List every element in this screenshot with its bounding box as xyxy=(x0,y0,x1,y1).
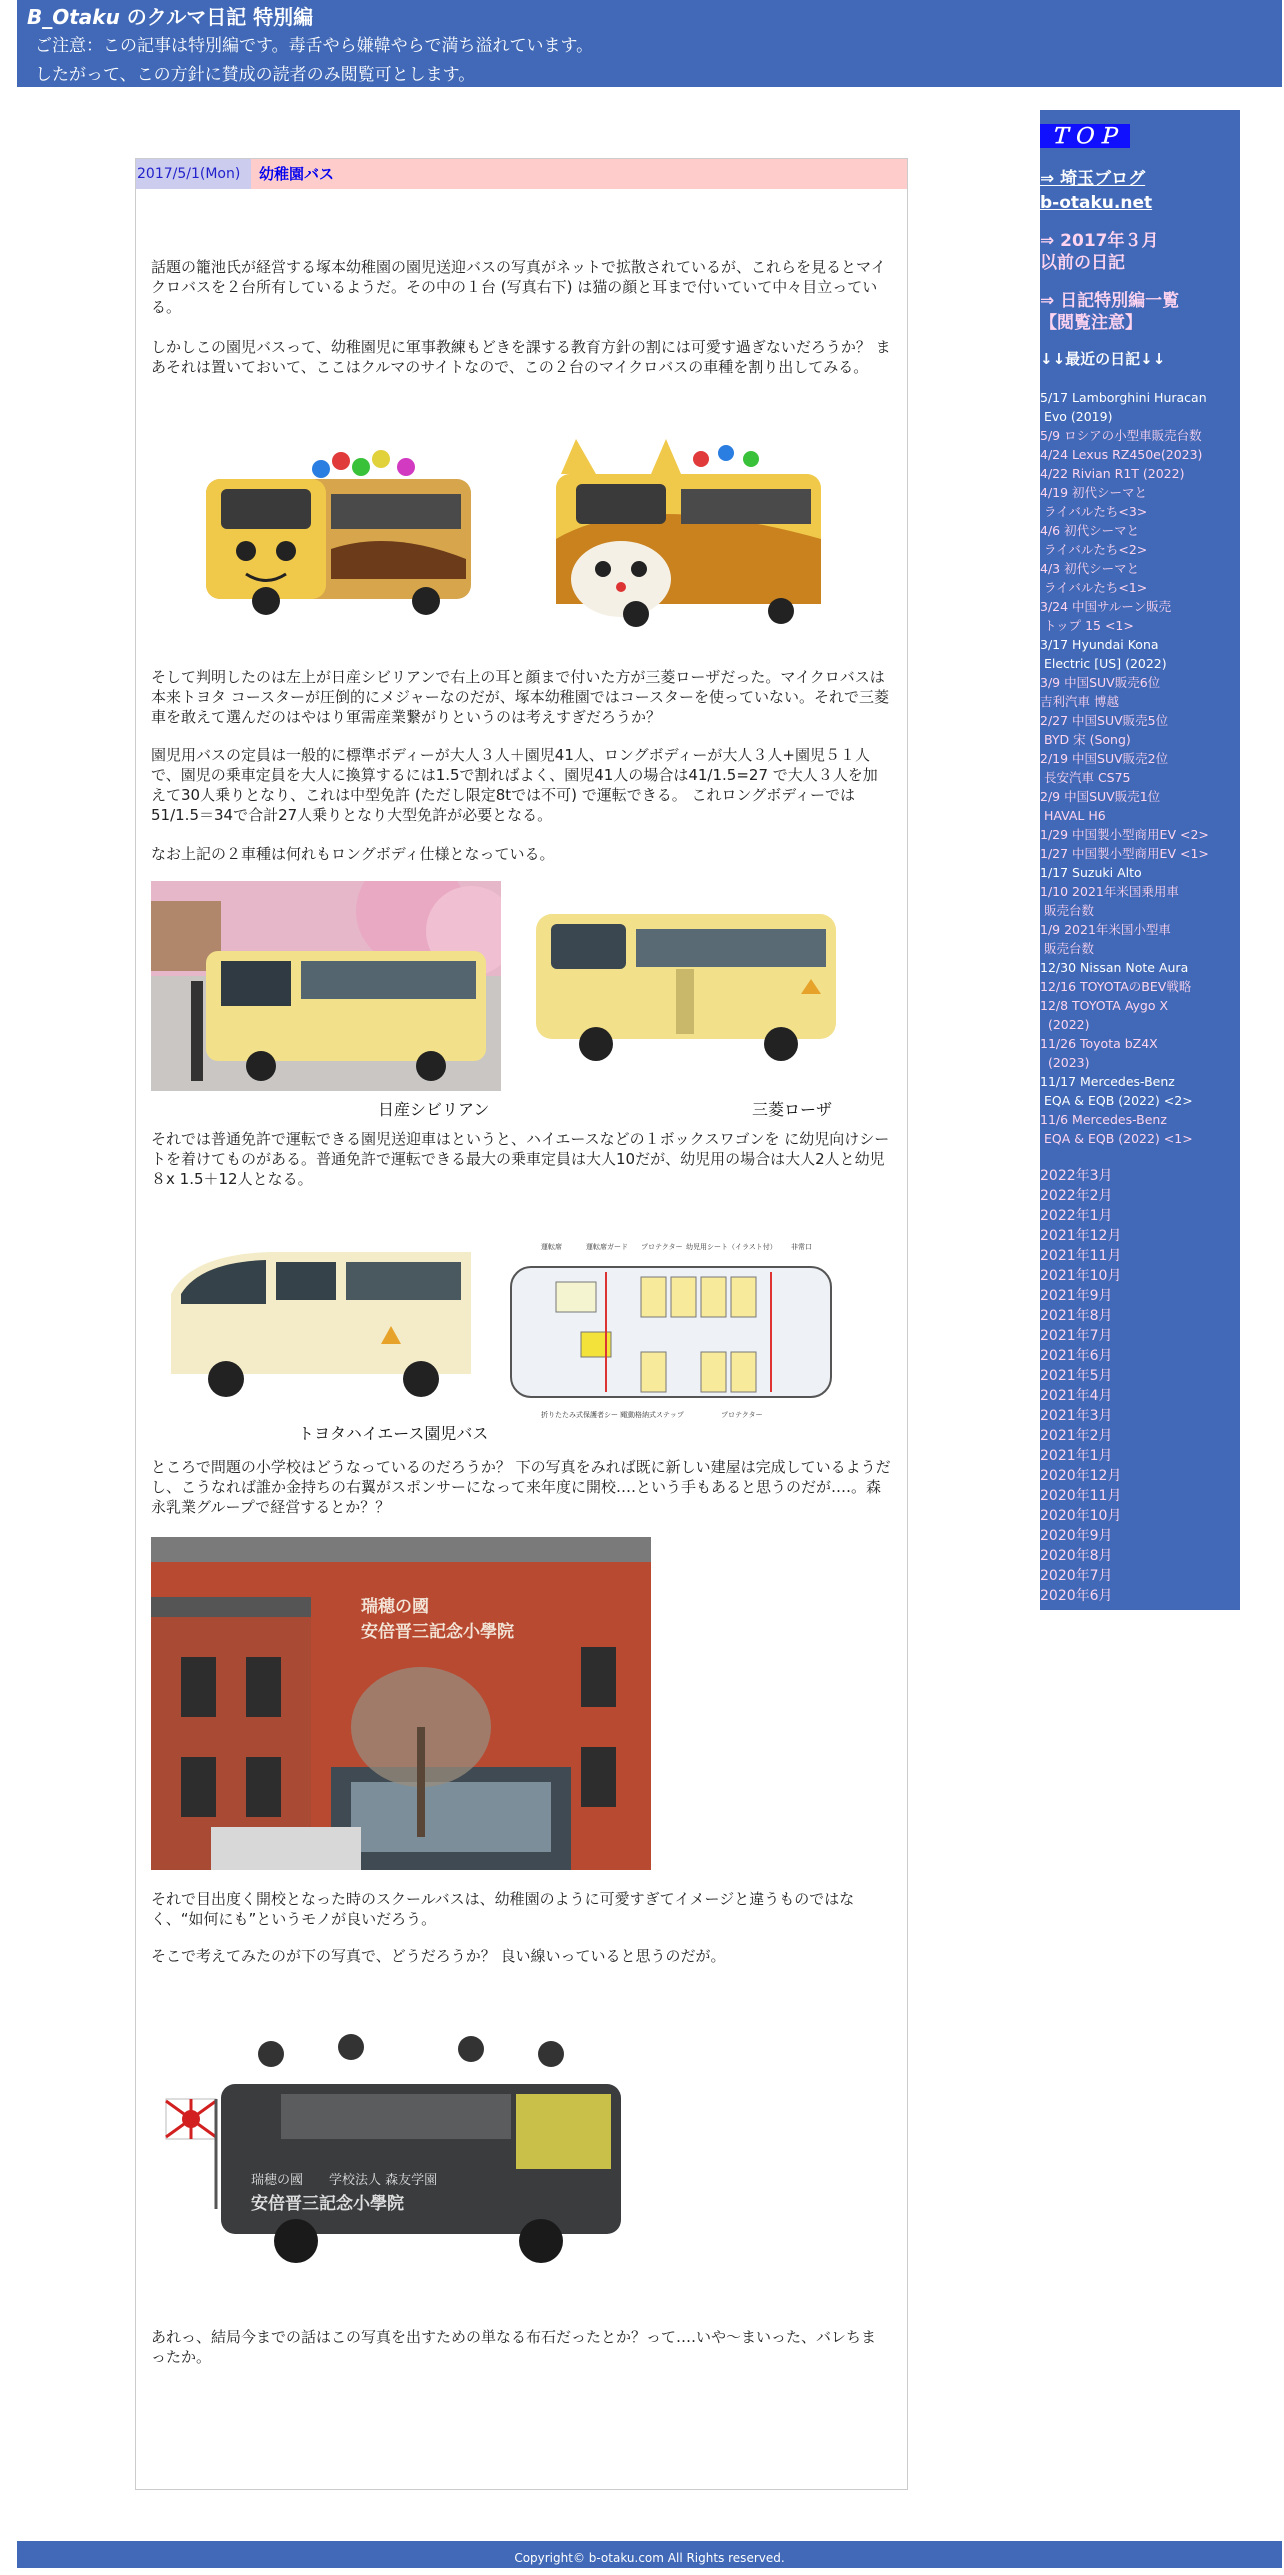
recent-item[interactable]: Evo (2019) xyxy=(1040,409,1113,424)
month-archive-link[interactable]: 2021年7月 xyxy=(1040,1328,1113,1344)
archive-link-line-1[interactable]: ⇒ 2017年３月 xyxy=(1040,231,1159,251)
recent-item[interactable]: 3/24 中国サルーン販売 xyxy=(1040,599,1172,614)
recent-item[interactable]: 長安汽車 CS75 xyxy=(1040,770,1131,785)
recent-item[interactable]: BYD 宋 (Song) xyxy=(1040,732,1131,747)
month-archive-link[interactable]: 2020年10月 xyxy=(1040,1508,1122,1524)
month-archive-link[interactable]: 2020年9月 xyxy=(1040,1528,1113,1544)
recent-item[interactable]: 4/19 初代シーマと xyxy=(1040,485,1148,500)
recent-item[interactable]: 吉利汽車 博越 xyxy=(1040,694,1119,709)
recent-item[interactable]: 1/10 2021年米国乗用車 xyxy=(1040,884,1179,899)
recent-item[interactable]: EQA & EQB (2022) <1> xyxy=(1040,1131,1193,1146)
photo-school-building xyxy=(151,1537,651,1870)
recent-item[interactable]: HAVAL H6 xyxy=(1040,808,1106,823)
notice-line-2: したがって、この方針に賛成の読者のみ閲覧可とします。 xyxy=(35,65,476,85)
article-panel xyxy=(135,158,908,2490)
recent-item[interactable]: Electric [US] (2022) xyxy=(1040,656,1167,671)
footer: Copyright© b-otaku.com All Rights reserved. xyxy=(17,2541,1282,2568)
recent-item[interactable]: 4/3 初代シーマと xyxy=(1040,561,1140,576)
caption-nissan-civilian: 日産シビリアン xyxy=(378,1100,490,1119)
recent-item[interactable]: 1/29 中国製小型商用EV <2> xyxy=(1040,827,1209,842)
blog-link-line-2[interactable]: b-otaku.net xyxy=(1040,193,1153,213)
month-archive-link[interactable]: 2022年2月 xyxy=(1040,1188,1113,1204)
photo-nissan-civilian xyxy=(151,881,501,1091)
paragraph-8: それで目出度く開校となった時のスクールバスは、幼稚園のように可愛すぎてイメージと違うものではなく、“如何にも”というモノが良いだろう。 xyxy=(151,1890,855,1928)
site-header xyxy=(17,0,1282,87)
month-archive-link[interactable]: 2021年3月 xyxy=(1040,1408,1113,1424)
recent-item[interactable]: 1/27 中国製小型商用EV <1> xyxy=(1040,846,1209,861)
article-date: 2017/5/1(Mon) xyxy=(136,159,251,189)
recent-heading: ↓↓最近の日記↓↓ xyxy=(1040,350,1166,368)
month-archive-link[interactable]: 2021年4月 xyxy=(1040,1388,1113,1404)
recent-item[interactable]: 12/30 Nissan Note Aura xyxy=(1040,960,1189,975)
month-archive-link[interactable]: 2020年12月 xyxy=(1040,1468,1122,1484)
diagram-label-step: 電動格納式ステップ xyxy=(621,1411,684,1419)
recent-item[interactable]: ライバルたち<2> xyxy=(1040,542,1148,557)
diagram-label-guardian-seat: 折りたたみ式保護者シート xyxy=(541,1411,625,1419)
site-title-brand: B_Otaku xyxy=(27,5,120,29)
month-archive-link[interactable]: 2021年5月 xyxy=(1040,1368,1113,1384)
recent-item[interactable]: 4/6 初代シーマと xyxy=(1040,523,1140,538)
recent-item[interactable]: 11/17 Mercedes-Benz xyxy=(1040,1074,1175,1089)
school-sign-line-2: 安倍晋三記念小學院 xyxy=(361,1622,514,1642)
paragraph-4: 園児用バスの定員は一般的に標準ボディーが大人３人＋園児41人、ロングボディーが大人３人+園児５１人で、園児の乗車定員を大人に換算するには1.5で割ればよく、園児41人の場合は41/1.5=27 で大人３人を加えて30人乗りとなり、これは中型免許 (ただし限定8tでは不可) で運転できる。 これロングボディーでは51/1.5＝34で合計27人乗りとなり大型免許が必要となる。 xyxy=(151,746,878,824)
diagram-seating-layout xyxy=(501,1237,851,1427)
recent-item[interactable]: 11/6 Mercedes-Benz xyxy=(1040,1112,1167,1127)
month-archive-link[interactable]: 2020年11月 xyxy=(1040,1488,1122,1504)
month-archive-link[interactable]: 2021年10月 xyxy=(1040,1268,1122,1284)
caption-toyota-hiace: トヨタハイエース園児バス xyxy=(298,1424,489,1443)
recent-item[interactable]: トップ 15 <1> xyxy=(1040,618,1134,633)
caption-mitsubishi-rosa: 三菱ローザ xyxy=(752,1100,833,1119)
notice-line-1: ご注意：この記事は特別編です。毒舌やら嫌韓やらで満ち溢れています。 xyxy=(35,36,594,56)
month-archive-link[interactable]: 2021年1月 xyxy=(1040,1448,1113,1464)
recent-item[interactable]: (2022) xyxy=(1040,1017,1090,1032)
month-archive-link[interactable]: 2021年12月 xyxy=(1040,1228,1122,1244)
recent-item[interactable]: EQA & EQB (2022) <2> xyxy=(1040,1093,1193,1108)
photo-mitsubishi-rosa xyxy=(526,884,846,1084)
recent-item[interactable]: 3/9 中国SUV販売6位 xyxy=(1040,675,1161,690)
special-link-line-2[interactable]: 【閲覧注意】 xyxy=(1040,313,1142,333)
sidebar xyxy=(1040,110,1240,1610)
month-archive-link[interactable]: 2022年3月 xyxy=(1040,1168,1113,1184)
archive-link-line-2[interactable]: 以前の日記 xyxy=(1040,253,1125,273)
paragraph-5: なお上記の２車種は何れもロングボディ仕様となっている。 xyxy=(151,845,555,863)
recent-item[interactable]: ライバルたち<3> xyxy=(1040,504,1148,519)
photo-nationalist-bus xyxy=(161,2009,661,2299)
recent-item[interactable]: 3/17 Hyundai Kona xyxy=(1040,637,1159,652)
paragraph-7: ところで問題の小学校はどうなっているのだろうか？ 下の写真をみれば既に新しい建屋は完成しているようだし、こうなれば誰か金持ちの右翼がスポンサーになって来年度に開校‥‥という手もあると思うのだが‥‥。森永乳業グループで経営するとか？？ xyxy=(151,1458,891,1516)
diagram-label-child-seat: 幼児用シート（イラスト付） xyxy=(686,1243,777,1251)
recent-item[interactable]: 11/26 Toyota bZ4X xyxy=(1040,1036,1158,1051)
diagram-label-protector-top: プロテクター xyxy=(641,1243,683,1251)
diagram-label-driver-guard: 運転席ガード xyxy=(586,1243,628,1251)
article-header xyxy=(136,159,907,189)
recent-item[interactable]: 2/9 中国SUV販売1位 xyxy=(1040,789,1161,804)
recent-item[interactable]: ライバルたち<1> xyxy=(1040,580,1148,595)
month-archive-link[interactable]: 2022年1月 xyxy=(1040,1208,1113,1224)
special-link-line-1[interactable]: ⇒ 日記特別編一覧 xyxy=(1040,291,1180,311)
diagram-label-protector-bottom: プロテクター xyxy=(721,1411,763,1419)
bus-sign-line-2: 安倍晋三記念小學院 xyxy=(251,2194,404,2214)
site-title-rest: のクルマ日記 特別編 xyxy=(119,5,314,29)
recent-item[interactable]: 5/9 ロシアの小型車販売台数 xyxy=(1040,428,1202,443)
recent-list xyxy=(1040,388,1240,1148)
paragraph-1: 話題の籠池氏が経営する塚本幼稚園の園児送迎バスの写真がネットで拡散されているが、これらを見るとマイクロバスを２台所有しているようだ。その中の１台 (写真右下) は猫の顔と耳まで付いていて中々目立っている。 xyxy=(151,258,886,316)
recent-item[interactable]: 4/24 Lexus RZ450e(2023) xyxy=(1040,447,1203,462)
recent-item[interactable]: 4/22 Rivian R1T (2022) xyxy=(1040,466,1185,481)
month-archive-link[interactable]: 2020年6月 xyxy=(1040,1588,1113,1604)
month-archive-link[interactable]: 2021年2月 xyxy=(1040,1428,1113,1444)
month-archive-link[interactable]: 2021年9月 xyxy=(1040,1288,1113,1304)
recent-item[interactable]: 2/19 中国SUV販売2位 xyxy=(1040,751,1169,766)
paragraph-9: そこで考えてみたのが下の写真で、どうだろうか？ 良い線いっていると思うのだが。 xyxy=(151,1947,726,1965)
bus-sign-line-1: 瑞穂の國 学校法人 森友学園 xyxy=(251,2173,438,2188)
diagram-label-driver-seat: 運転席 xyxy=(541,1243,562,1251)
recent-item[interactable]: 販売台数 xyxy=(1040,941,1094,956)
blog-link-line-1[interactable]: ⇒ 埼玉ブログ xyxy=(1040,169,1146,189)
recent-item[interactable]: 1/17 Suzuki Alto xyxy=(1040,865,1142,880)
months-list xyxy=(1040,1166,1240,1606)
recent-item[interactable]: (2023) xyxy=(1040,1055,1090,1070)
school-sign-line-1: 瑞穂の國 xyxy=(361,1597,429,1617)
recent-item[interactable]: 販売台数 xyxy=(1040,903,1094,918)
photo-toyota-hiace xyxy=(151,1234,491,1409)
diagram-label-emergency-exit: 非常口 xyxy=(791,1243,812,1251)
month-archive-link[interactable]: 2021年6月 xyxy=(1040,1348,1113,1364)
recent-item[interactable]: 12/16 TOYOTAのBEV戦略 xyxy=(1040,979,1192,994)
recent-item[interactable]: 2/27 中国SUV販売5位 xyxy=(1040,713,1169,728)
paragraph-3: そして判明したのは左上が日産シビリアンで右上の耳と顔まで付いた方が三菱ローザだった。マイクロバスは本来トヨタ コースターが圧倒的にメジャーなのだが、塚本幼稚園ではコースターを使っていない。それで三菱車を敢えて選んだのはやはり軍需産業繋がりというのは考えすぎだろうか？ xyxy=(151,668,889,726)
recent-item[interactable]: 5/17 Lamborghini Huracan xyxy=(1040,390,1207,405)
month-archive-link[interactable]: 2021年8月 xyxy=(1040,1308,1113,1324)
photo-cat-face-bus xyxy=(541,429,841,629)
photo-dog-face-bus xyxy=(191,429,491,619)
paragraph-2: しかしこの園児バスって、幼稚園児に軍事教練もどきを課する教育方針の割には可愛す過ぎないだろうか？ まあそれは置いておいて、ここはクルマのサイトなので、この２台のマイクロバスの車種を割り出してみる。 xyxy=(151,338,891,376)
paragraph-6: それでは普通免許で運転できる園児送迎車はというと、ハイエースなどの１ボックスワゴンを に幼児向けシートを着けてものがある。普通免許で運転できる最大の乗車定員は大人10だが、幼児用の場合は大人2人と幼児８x 1.5＋12人となる。 xyxy=(151,1130,890,1188)
month-archive-link[interactable]: 2020年7月 xyxy=(1040,1568,1113,1584)
month-archive-link[interactable]: 2020年8月 xyxy=(1040,1548,1113,1564)
month-archive-link[interactable]: 2021年11月 xyxy=(1040,1248,1122,1264)
paragraph-10: あれっ、結局今までの話はこの写真を出すための単なる布石だったとか？って‥‥いや～まいった、バレちまったか。 xyxy=(151,2328,877,2366)
site-title xyxy=(27,1,313,30)
recent-item[interactable]: 12/8 TOYOTA Aygo X xyxy=(1040,998,1169,1013)
top-button[interactable]: ＴＯＰ xyxy=(1040,124,1130,148)
recent-item[interactable]: 1/9 2021年米国小型車 xyxy=(1040,922,1171,937)
article-title: 幼稚園バス xyxy=(259,165,335,183)
